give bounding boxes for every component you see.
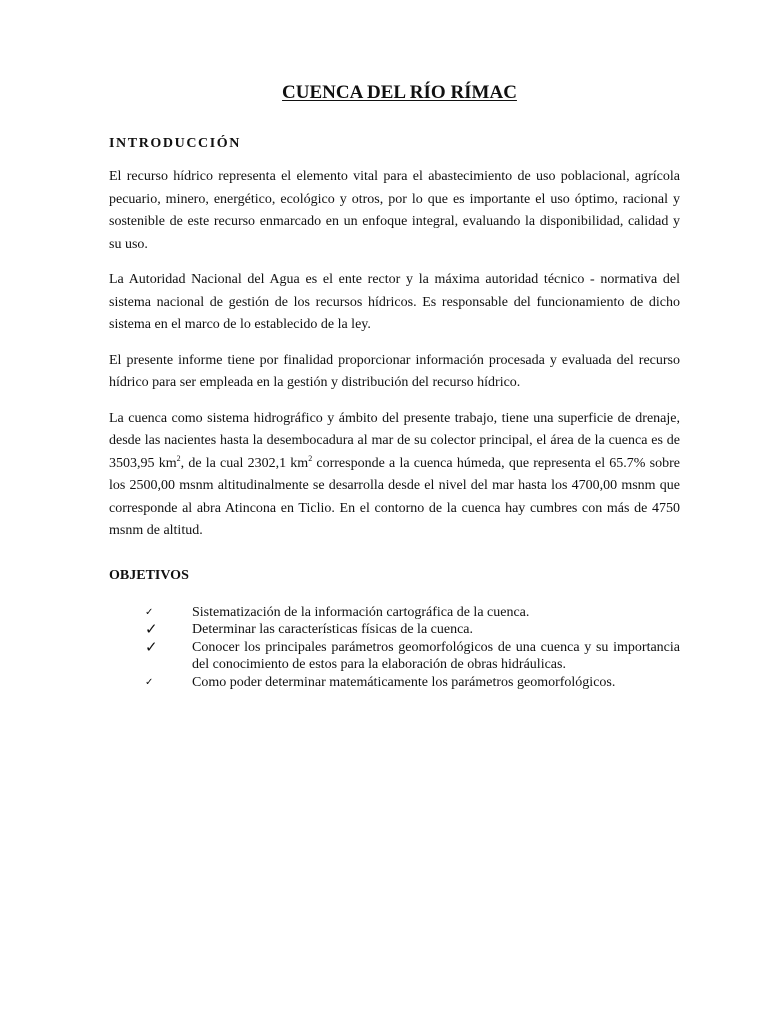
introduction-paragraph-3: El presente informe tiene por finalidad proporcionar información procesada y evaluada del recurso hídrico para ser empleada en la gestión y distribución del recurso hídrico. [109, 352, 680, 390]
checkmark-icon: ✓ [145, 606, 154, 618]
list-item [109, 621, 680, 639]
objectives-list [109, 604, 680, 692]
objective-text: Conocer los principales parámetros geomorfológicos de una cuenca y su importancia del conocimiento de estos para la elaboración de obras hidráulicas. [192, 639, 680, 672]
objective-text: Determinar las características físicas de la cuenca. [192, 622, 474, 637]
page-title: CUENCA DEL RÍO RÍMAC [282, 82, 517, 103]
paragraph-4-text-part-2: , de la cual 2302,1 km [180, 455, 309, 471]
paragraph-4-text-part-3: corresponde a la cuenca húmeda, que representa el 65.7% sobre los 2500,00 msnm altitudinalmente se desarrolla desde el nivel del mar hasta los 4700,00 msnm que corresponde al abra Atincona en Ticlio. En el contorno de la cuenca hay cumbres con más de 4750 msnm de altitud. [109, 455, 681, 538]
objective-text: Como poder determinar matemáticamente los parámetros geomorfológicos. [192, 674, 616, 690]
checkmark-icon: ✓ [145, 676, 154, 688]
list-item [109, 639, 680, 674]
checkmark-icon: ✓ [145, 637, 158, 656]
introduction-heading: INTRODUCCIÓN [109, 136, 241, 151]
objectives-heading: OBJETIVOS [109, 567, 189, 583]
list-item [109, 674, 680, 692]
paragraph-4-text-part-1: La cuenca como sistema hidrográfico y ámbito del presente trabajo, tiene una superficie de drenaje, desde las nacientes hasta la desembocadura al mar de su colector principal, el área de la cuenca es de 3503,95 km [109, 410, 680, 471]
superscript-squared-1: 2 [176, 453, 181, 463]
list-item [109, 604, 680, 622]
introduction-paragraph-4 [109, 408, 680, 543]
objective-text: Sistematización de la información cartográfica de la cuenca. [192, 604, 530, 620]
checkmark-icon: ✓ [145, 620, 158, 638]
introduction-paragraph-2: La Autoridad Nacional del Agua es el ente rector y la máxima autoridad técnico - normativa del sistema nacional de gestión de los recursos hídricos. Es responsable del funcionamiento de dicho sistema en el marco de lo establecido de la ley. [109, 272, 680, 332]
superscript-squared-2: 2 [308, 453, 313, 463]
introduction-paragraph-1: El recurso hídrico representa el elemento vital para el abastecimiento de uso poblacional, agrícola pecuario, minero, energético, ecológico y otros, por lo que es importante el uso óptimo, racional y sostenible de este recurso enmarcado en un enfoque integral, evaluando la disponibilidad, calidad y su uso. [109, 169, 680, 252]
